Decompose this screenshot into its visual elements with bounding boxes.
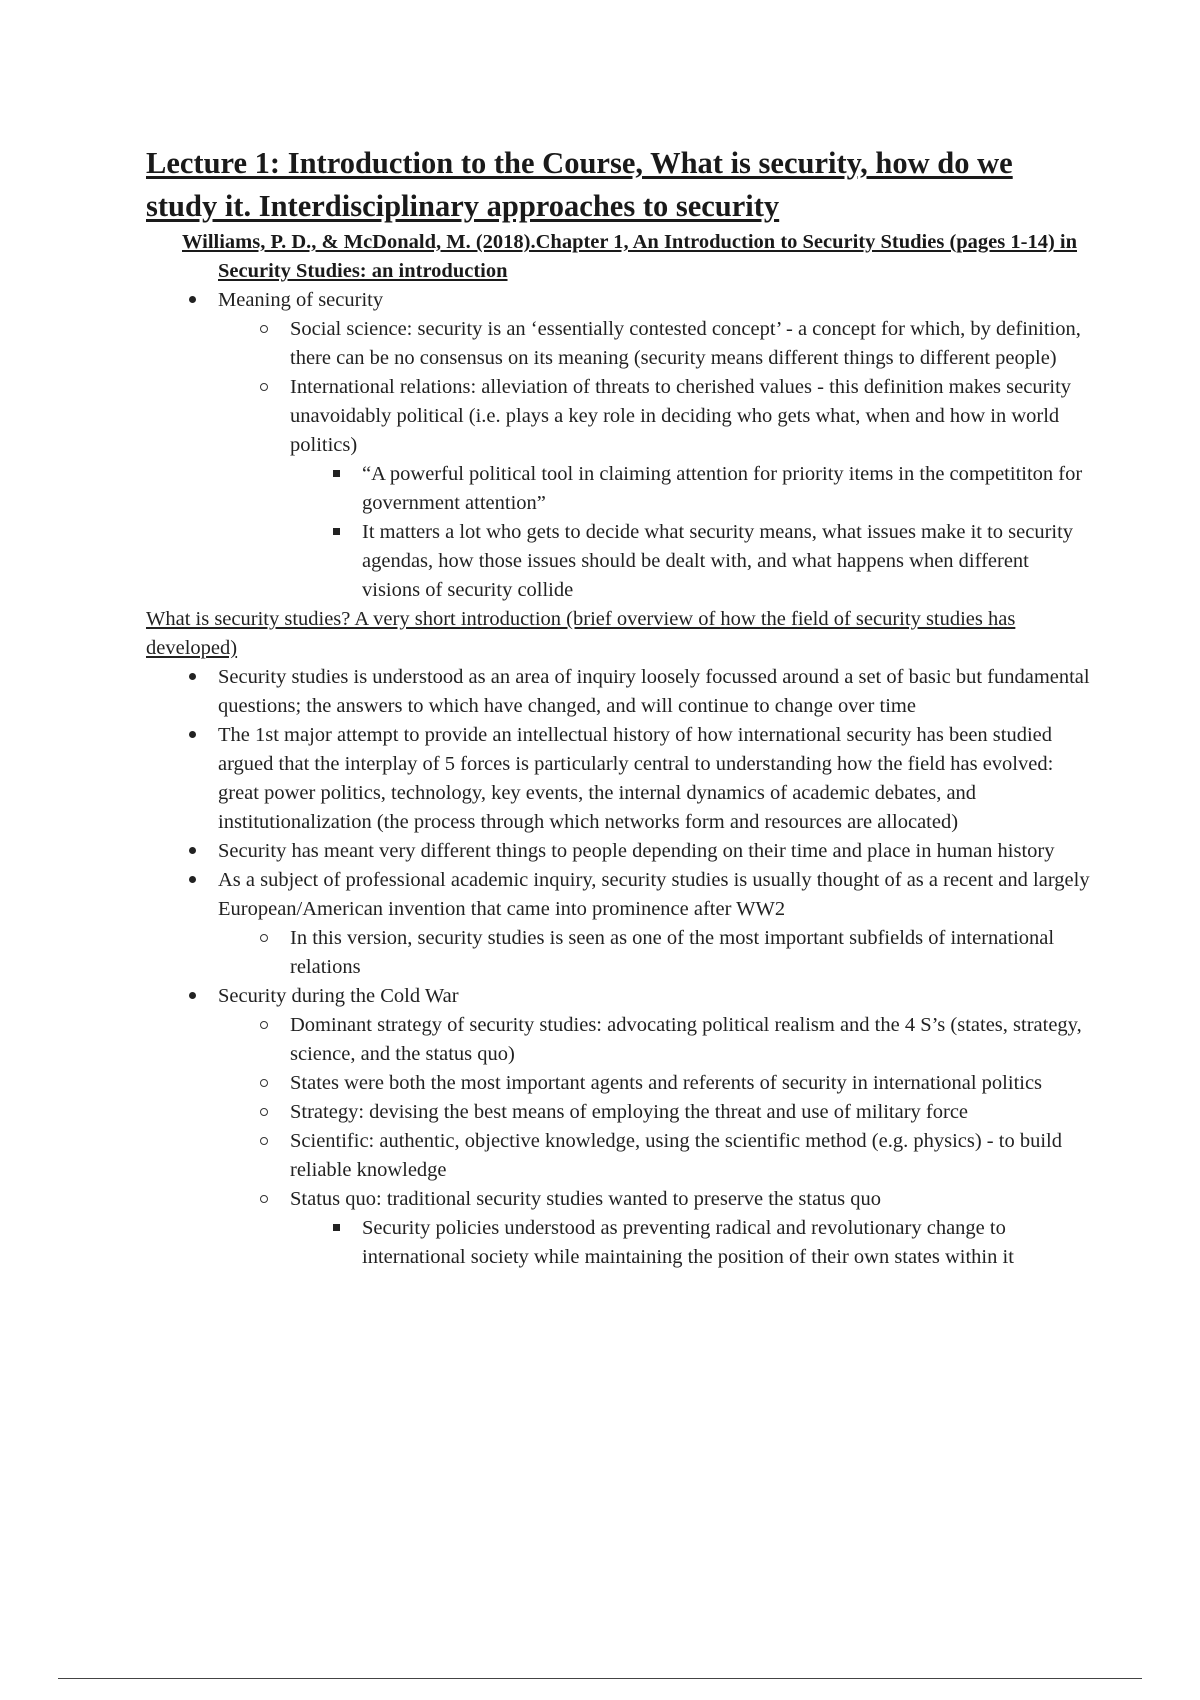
list-item-text: It matters a lot who gets to decide what security means, what issues make it to security agendas, how those issues should be dealt with, and what happens when different visions of security collide bbox=[362, 521, 1074, 601]
list-item bbox=[218, 1127, 1090, 1185]
sub-list bbox=[218, 924, 1090, 982]
list-item bbox=[146, 721, 1090, 837]
sub-list bbox=[218, 1011, 1090, 1272]
section-heading: What is security studies? A very short introduction (brief overview of how the field of security studies has developed) bbox=[146, 608, 1016, 659]
bullet-dot-icon bbox=[182, 286, 202, 315]
bullet-circle-icon bbox=[254, 373, 274, 402]
bullet-dot-icon bbox=[182, 721, 202, 750]
list-item-text: States were both the most important agents and referents of security in international politics bbox=[290, 1072, 1043, 1094]
footer-divider bbox=[58, 1678, 1142, 1679]
section1-list bbox=[146, 286, 1090, 605]
bullet-circle-icon bbox=[254, 315, 274, 344]
list-item bbox=[218, 373, 1090, 605]
list-item-text: Meaning of security bbox=[218, 289, 384, 311]
list-item-text: The 1st major attempt to provide an intellectual history of how international security has been studied argued that the interplay of 5 forces is particularly central to understanding how the field has evolved: great power politics, technology, key events, the internal dynamics of academic debates, and institutionalization (the process through which networks form and resources are allocated) bbox=[218, 724, 1054, 833]
list-item-text: Security during the Cold War bbox=[218, 985, 459, 1007]
bullet-circle-icon bbox=[254, 1098, 274, 1127]
list-item bbox=[290, 518, 1090, 605]
document-page bbox=[146, 142, 1090, 1272]
bullet-square-icon bbox=[326, 1214, 346, 1243]
list-item bbox=[218, 1098, 1090, 1127]
list-item-text: Status quo: traditional security studies wanted to preserve the status quo bbox=[290, 1188, 881, 1210]
list-item bbox=[146, 286, 1090, 605]
list-item-text: International relations: alleviation of threats to cherished values - this definition makes security unavoidably political (i.e. plays a key role in deciding who gets what, when and how in world politics) bbox=[290, 376, 1072, 456]
list-item bbox=[290, 1214, 1090, 1272]
bullet-circle-icon bbox=[254, 924, 274, 953]
page-title: Lecture 1: Introduction to the Course, What is security, how do we study it. Interdisciplinary approaches to security bbox=[146, 146, 1013, 223]
list-item-text: “A powerful political tool in claiming attention for priority items in the competititon for government attention” bbox=[362, 463, 1083, 514]
list-item bbox=[146, 663, 1090, 721]
list-item bbox=[146, 837, 1090, 866]
bullet-circle-icon bbox=[254, 1011, 274, 1040]
bullet-dot-icon bbox=[182, 663, 202, 692]
list-item-text: Strategy: devising the best means of employing the threat and use of military force bbox=[290, 1101, 969, 1123]
list-item-text: Security policies understood as preventing radical and revolutionary change to international society while maintaining the position of their own states within it bbox=[362, 1217, 1014, 1268]
list-item-text: Dominant strategy of security studies: advocating political realism and the 4 S’s (states, strategy, science, and the status quo) bbox=[290, 1014, 1082, 1065]
sub-list bbox=[218, 315, 1090, 605]
list-item bbox=[146, 866, 1090, 982]
list-item bbox=[218, 1185, 1090, 1272]
sub-sub-list bbox=[290, 1214, 1090, 1272]
list-item bbox=[218, 1069, 1090, 1098]
list-item bbox=[218, 1011, 1090, 1069]
list-item-text: Social science: security is an ‘essentially contested concept’ - a concept for which, by definition, there can be no consensus on its meaning (security means different things to different people) bbox=[290, 318, 1081, 369]
list-item bbox=[218, 924, 1090, 982]
bullet-dot-icon bbox=[182, 982, 202, 1011]
list-item bbox=[290, 460, 1090, 518]
list-item bbox=[146, 982, 1090, 1272]
list-item-text: As a subject of professional academic inquiry, security studies is usually thought of as a recent and largely European/American invention that came into prominence after WW2 bbox=[218, 869, 1090, 920]
citation-heading: Williams, P. D., & McDonald, M. (2018).Chapter 1, An Introduction to Security Studies (pages 1-14) in Security Studies: an introduction bbox=[182, 231, 1078, 282]
list-item-text: In this version, security studies is seen as one of the most important subfields of international relations bbox=[290, 927, 1055, 978]
section2-list bbox=[146, 663, 1090, 1272]
list-item-text: Security has meant very different things to people depending on their time and place in human history bbox=[218, 840, 1055, 862]
bullet-square-icon bbox=[326, 518, 346, 547]
bullet-dot-icon bbox=[182, 837, 202, 866]
list-item bbox=[218, 315, 1090, 373]
bullet-square-icon bbox=[326, 460, 346, 489]
bullet-dot-icon bbox=[182, 866, 202, 895]
list-item-text: Security studies is understood as an area of inquiry loosely focussed around a set of basic but fundamental questions; the answers to which have changed, and will continue to change over time bbox=[218, 666, 1090, 717]
bullet-circle-icon bbox=[254, 1185, 274, 1214]
bullet-circle-icon bbox=[254, 1127, 274, 1156]
bullet-circle-icon bbox=[254, 1069, 274, 1098]
list-item-text: Scientific: authentic, objective knowledge, using the scientific method (e.g. physics) - to build reliable knowledge bbox=[290, 1130, 1062, 1181]
sub-sub-list bbox=[290, 460, 1090, 605]
